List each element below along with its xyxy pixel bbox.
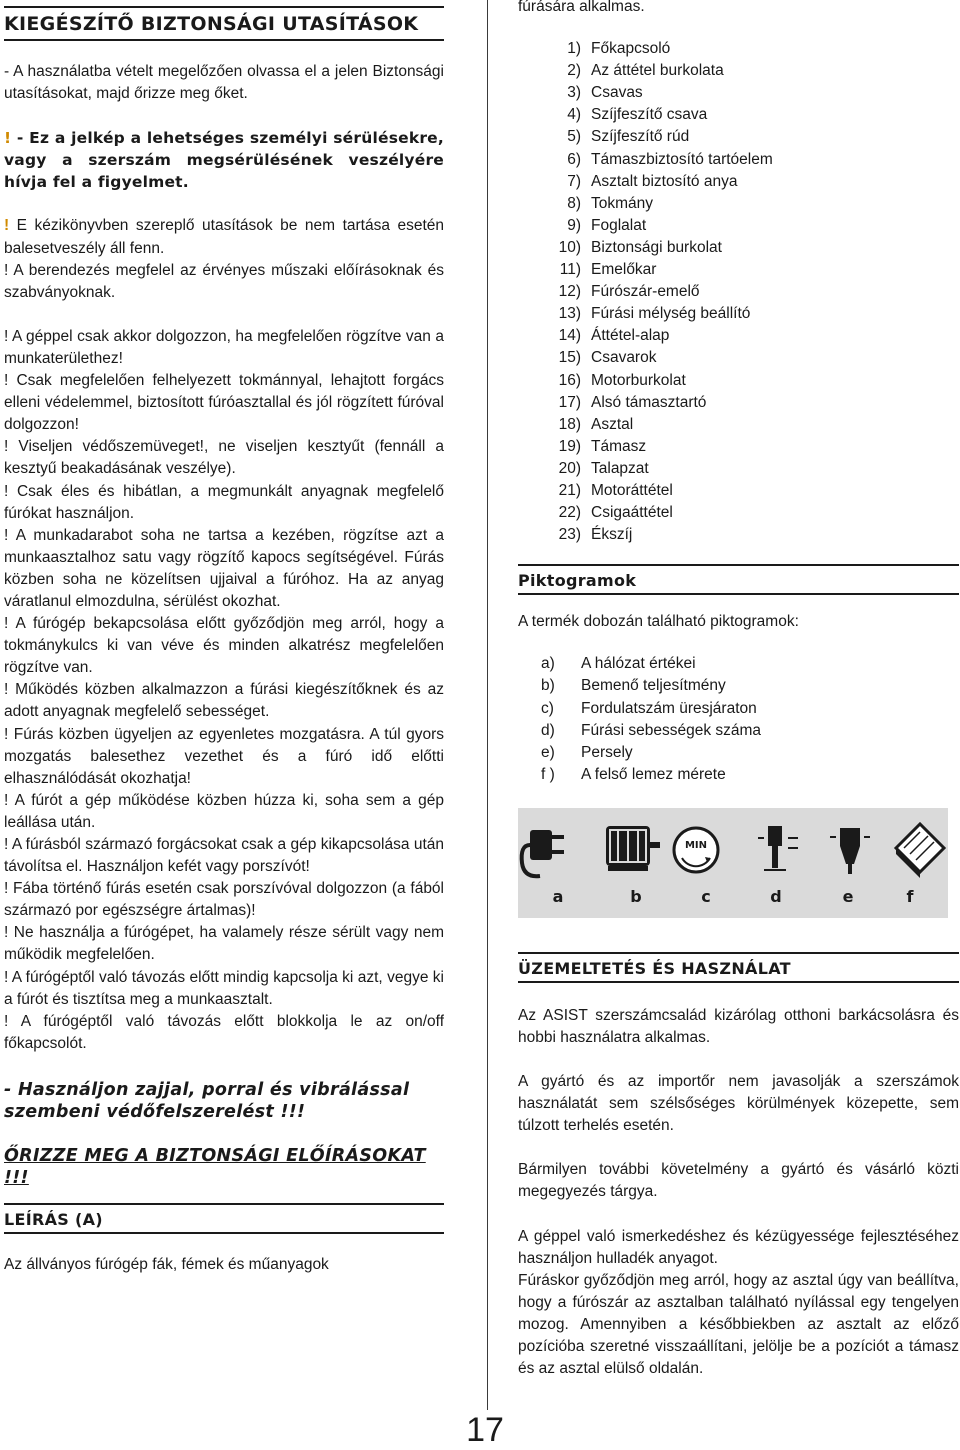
pictogram-item	[518, 720, 959, 742]
part-number: 13)	[558, 305, 581, 323]
part-number: 10)	[558, 238, 581, 256]
rule-1	[4, 215, 444, 259]
part-label: Alsó támasztartó	[591, 393, 707, 411]
part-item	[518, 414, 959, 436]
rule-12: ! A fúrásból származó forgácsokat csak a gép kikapcsolása után távolítsa el. Használjon kefét vagy porszívót!	[4, 836, 444, 876]
rule-6: ! Csak éles és hibátlan, a megmunkált anyagnak megfelelő fúrókat használjon.	[4, 482, 444, 522]
part-item	[518, 104, 959, 126]
pictogram-key: d)	[541, 721, 555, 739]
motor-icon	[606, 826, 660, 871]
part-label: Az áttétel burkolata	[591, 62, 724, 80]
part-number: 23)	[558, 526, 581, 544]
part-number: 6)	[567, 150, 581, 168]
table-plate-icon	[896, 824, 944, 878]
rule-8: ! A fúrógép bekapcsolása előtt győződjön meg arról, hogy a tokmánykulcs ki van véve és minden alkatrész megfelelően rögzítve van.	[4, 615, 444, 677]
pictogram-item	[518, 653, 959, 675]
part-label: Csavarok	[591, 349, 657, 367]
pictogram-letter-b: b	[630, 886, 642, 906]
part-item	[518, 325, 959, 347]
part-item	[518, 458, 959, 480]
safety-title: KIEGÉSZÍTŐ BIZTONSÁGI UTASÍTÁSOK	[4, 6, 444, 41]
part-number: 8)	[567, 194, 581, 212]
rule-7: ! A munkadarabot soha ne tartsa a kezében, rögzítse azt a munkaasztalhoz satu vagy rögzítő kapocs segítségével. Fúrás közben soha ne közelítsen ujjaival a fúróhoz. Ha az anyag váratlanul elmozdulna, sérülést okozhat.	[4, 526, 444, 610]
operation-paragraph-2: A gyártó és az importőr nem javasolják a szerszámok használatát sem szélsőséges körülmények közepette, sem túlzott terhelés esetén.	[518, 1073, 959, 1135]
pictogram-label: Persely	[581, 743, 633, 761]
pictogram-item	[518, 764, 959, 786]
part-item	[518, 370, 959, 392]
part-item	[518, 303, 959, 325]
part-label: Emelőkar	[591, 261, 657, 279]
part-label: Támasz	[591, 437, 647, 455]
warning-mark: !	[4, 217, 10, 235]
part-number: 15)	[558, 349, 581, 367]
column-divider	[487, 0, 488, 1410]
rule-10: ! Fúrás közben ügyeljen az egyenletes mozgatásra. A túl gyors mozgatás balesethez vezethet és a fúró idő előtti elhasználódását okozhatja!	[4, 725, 444, 787]
pictogram-letter-f: f	[906, 886, 914, 906]
operation-paragraph-1: Az ASIST szerszámcsalád kizárólag otthoni barkácsolásra és hobbi használatra alkalmas.	[518, 1006, 959, 1046]
keep-instructions-note: ŐRIZZE MEG A BIZTONSÁGI ELŐÍRÁSOKAT !!!	[4, 1145, 426, 1188]
part-label: Motoráttétel	[591, 481, 673, 499]
pictogram-intro: A termék dobozán található piktogramok:	[518, 613, 799, 631]
part-number: 3)	[567, 84, 581, 102]
part-label: Szíjfeszítő rúd	[591, 128, 690, 146]
rule-9: ! Működés közben alkalmazzon a fúrási kiegészítőknek és az adott anyagnak megfelelő sebességet.	[4, 681, 444, 721]
part-number: 4)	[567, 106, 581, 124]
part-item	[518, 480, 959, 502]
pictogram-item	[518, 698, 959, 720]
rule-5: ! Viseljen védőszemüveget!, ne viseljen kesztyűt (fennáll a kesztyű beakadásának veszélye).	[4, 438, 444, 478]
part-number: 11)	[559, 261, 581, 279]
part-item	[518, 60, 959, 82]
part-label: Fúrószár-emelő	[591, 283, 700, 301]
plug-icon	[522, 830, 564, 876]
part-label: Tokmány	[591, 194, 654, 212]
pictogram-item	[518, 742, 959, 764]
pictogram-key: e)	[541, 743, 555, 761]
part-number: 12)	[558, 283, 581, 301]
part-item	[518, 281, 959, 303]
part-label: Motorburkolat	[591, 371, 686, 389]
rule-11: ! A fúrót a gép működése közben húzza ki, soha sem a gép leállása után.	[4, 791, 444, 831]
operation-paragraph-3: Bármilyen további követelmény a gyártó és vásárló közti megegyezés tárgya.	[518, 1161, 959, 1201]
part-item	[518, 171, 959, 193]
rule-13: ! Fába történő fúrás esetén csak porszívóval dolgozzon (a fából származó por egészségre ártalmas)!	[4, 880, 444, 920]
part-label: Foglalat	[591, 216, 647, 234]
rpm-dial-icon	[674, 828, 718, 872]
pictogram-label: Bemenő teljesítmény	[581, 677, 726, 695]
pictogram-heading: Piktogramok	[518, 564, 959, 595]
pictogram-key: c)	[541, 699, 554, 717]
part-item	[518, 193, 959, 215]
protective-gear-note: - Használjon zajjal, porral és vibrálással szembeni védőfelszerelést !!!	[4, 1079, 410, 1122]
rule-1-text: E kézikönyvben szereplő utasítások be nem tartása esetén balesetveszély áll fenn.	[4, 217, 444, 257]
pictogram-item	[518, 675, 959, 697]
min-label: MIN	[684, 839, 708, 851]
rule-2: ! A berendezés megfelel az érvényes műszaki előírásoknak és szabványoknak.	[4, 261, 444, 301]
rule-16: ! A fúrógéptől való távozás előtt blokkolja le az on/off főkapcsolót.	[4, 1012, 444, 1052]
part-item	[518, 215, 959, 237]
part-item	[518, 126, 959, 148]
part-number: 20)	[558, 459, 581, 477]
rule-15: ! A fúrógéptől való távozás előtt mindig kapcsolja ki azt, vegye ki a fúrót és tisztítsa meg a munkaasztalt.	[4, 968, 444, 1008]
part-label: Támaszbiztosító tartóelem	[591, 150, 773, 168]
symbol-note-text: - Ez a jelkép a lehetséges személyi sérülésekre, vagy a szerszám megsérülésének veszélyére hívja fel a figyelmet.	[4, 129, 444, 192]
part-number: 9)	[567, 216, 581, 234]
part-number: 17)	[558, 393, 581, 411]
pictogram-letter-a: a	[552, 886, 564, 906]
part-number: 19)	[558, 437, 581, 455]
rule-4: ! Csak megfelelően felhelyezett tokmánnyal, lehajtott forgács elleni védelemmel, biztosított fúróasztallal és jól rögzített fúróval dolgozzon!	[4, 372, 444, 434]
part-number: 14)	[558, 327, 581, 345]
intro-paragraph: - A használatba vételt megelőzően olvassa el a jelen Biztonsági utasításokat, majd őrizze meg őket.	[4, 63, 444, 103]
part-label: Fúrási mélység beállító	[591, 305, 751, 323]
description-heading: LEÍRÁS (A)	[4, 1203, 444, 1234]
description-text: Az állványos fúrógép fák, fémek és műanyagok	[4, 1255, 329, 1273]
part-item	[518, 38, 959, 60]
part-label: Biztonsági burkolat	[591, 238, 722, 256]
pictogram-label: A felső lemez mérete	[581, 765, 726, 783]
part-label: Csavas	[591, 84, 643, 102]
left-column	[4, 0, 444, 1450]
part-number: 1)	[567, 40, 581, 58]
part-number: 5)	[567, 128, 581, 146]
part-number: 18)	[558, 415, 581, 433]
part-label: Szíjfeszítő csava	[591, 106, 708, 124]
part-label: Asztal	[591, 415, 634, 433]
operation-heading: ÜZEMELTETÉS ÉS HASZNÁLAT	[518, 952, 959, 983]
part-label: Ékszíj	[591, 526, 633, 544]
warning-mark: !	[4, 129, 12, 148]
pictogram-letter-c: c	[701, 886, 711, 906]
parts-list	[518, 38, 959, 546]
pictogram-key: b)	[541, 677, 555, 695]
part-item	[518, 347, 959, 369]
part-number: 2)	[567, 62, 581, 80]
description-continued: fúrására alkalmas.	[518, 0, 645, 15]
part-label: Főkapcsoló	[591, 40, 671, 58]
part-item	[518, 149, 959, 171]
pictogram-letter-e: e	[842, 886, 854, 906]
right-column	[518, 0, 959, 1450]
part-item	[518, 524, 959, 546]
part-label: Áttétel-alap	[591, 327, 670, 345]
part-item	[518, 82, 959, 104]
operation-paragraph-4: A géppel való ismerkedéshez és kézügyessége fejlesztéséhez használjon hulladék anyagot.	[518, 1227, 959, 1267]
pictogram-letters	[553, 887, 915, 906]
pictogram-strip	[518, 808, 948, 918]
part-item	[518, 259, 959, 281]
part-label: Csigaáttétel	[591, 504, 673, 522]
pictogram-key: f )	[541, 765, 555, 783]
chuck-sleeve-icon	[830, 828, 870, 874]
part-number: 16)	[558, 371, 581, 389]
part-label: Talapzat	[591, 459, 649, 477]
symbol-note	[4, 127, 444, 193]
part-item	[518, 436, 959, 458]
pictogram-letter-d: d	[770, 886, 782, 906]
pictogram-strip-svg	[518, 808, 948, 918]
part-number: 21)	[558, 481, 581, 499]
pictogram-label: Fúrási sebességek száma	[581, 721, 762, 739]
page-number: 17	[466, 1411, 504, 1449]
part-label: Asztalt biztosító anya	[591, 172, 738, 190]
operation-paragraph-5: Fúráskor győződjön meg arról, hogy az asztal úgy van beállítva, hogy a fúrószár az asztalban található nyílással egy tengelyen mozog. Amennyiben a későbbiekben az asztalt az előző pozícióba szeretné visszaállítani, jelölje be a pozíciót a támasz és az asztal elülső oldalán.	[518, 1271, 959, 1378]
pictogram-key: a)	[541, 655, 555, 673]
part-item	[518, 392, 959, 414]
part-number: 22)	[558, 504, 581, 522]
pictogram-label: A hálózat értékei	[581, 655, 696, 673]
pictogram-label: Fordulatszám üresjáraton	[581, 699, 757, 717]
rule-3: ! A géppel csak akkor dolgozzon, ha megfelelően rögzítve van a munkaterülethez!	[4, 327, 444, 367]
drill-speeds-icon	[758, 826, 798, 870]
pictogram-list	[518, 653, 959, 786]
rule-14: ! Ne használja a fúrógépet, ha valamely része sérült vagy nem működik megfelelően.	[4, 924, 444, 964]
part-item	[518, 237, 959, 259]
part-item	[518, 502, 959, 524]
part-number: 7)	[567, 172, 581, 190]
